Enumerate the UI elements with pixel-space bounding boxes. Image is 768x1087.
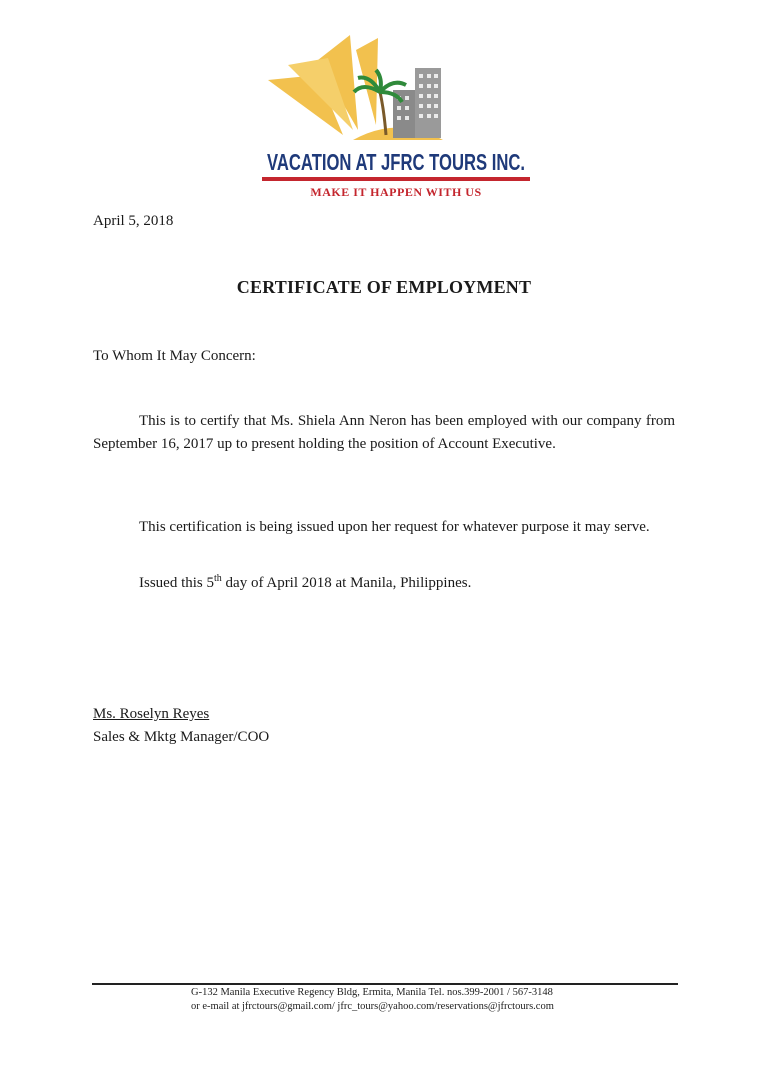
footer-divider — [92, 983, 678, 985]
issued-prefix: Issued this 5 — [139, 575, 214, 591]
signatory-title: Sales & Mktg Manager/COO — [93, 729, 270, 745]
letter-date: April 5, 2018 — [93, 213, 174, 229]
company-logo — [258, 30, 534, 202]
issued-statement — [139, 572, 471, 594]
logo-graphic — [258, 30, 534, 202]
footer-address: G-132 Manila Executive Regency Bldg, Ermita, Manila Tel. nos.399-2001 / 567-3148 — [191, 987, 553, 998]
certification-paragraph: This is to certify that Ms. Shiela Ann Neron has been employed with our company from September 16, 2017 up to present holding the position of Account Executive. — [93, 413, 675, 452]
signatory-name: Ms. Roselyn Reyes — [93, 706, 210, 722]
purpose-paragraph: This certification is being issued upon her request for whatever purpose it may serve. — [139, 519, 650, 535]
salutation: To Whom It May Concern: — [93, 348, 256, 364]
footer-emails: or e-mail at jfrctours@gmail.com/ jfrc_tours@yahoo.com/reservations@jfrctours.com — [191, 1001, 554, 1012]
document-title: CERTIFICATE OF EMPLOYMENT — [236, 277, 532, 297]
issued-suffix: day of April 2018 at Manila, Philippines. — [221, 575, 472, 591]
logo-tagline: MAKE IT HAPPEN WITH US — [310, 185, 482, 199]
issued-ordinal-suffix: th — [214, 573, 222, 584]
logo-company-name: VACATION AT JFRC TOURS INC. — [267, 149, 525, 175]
